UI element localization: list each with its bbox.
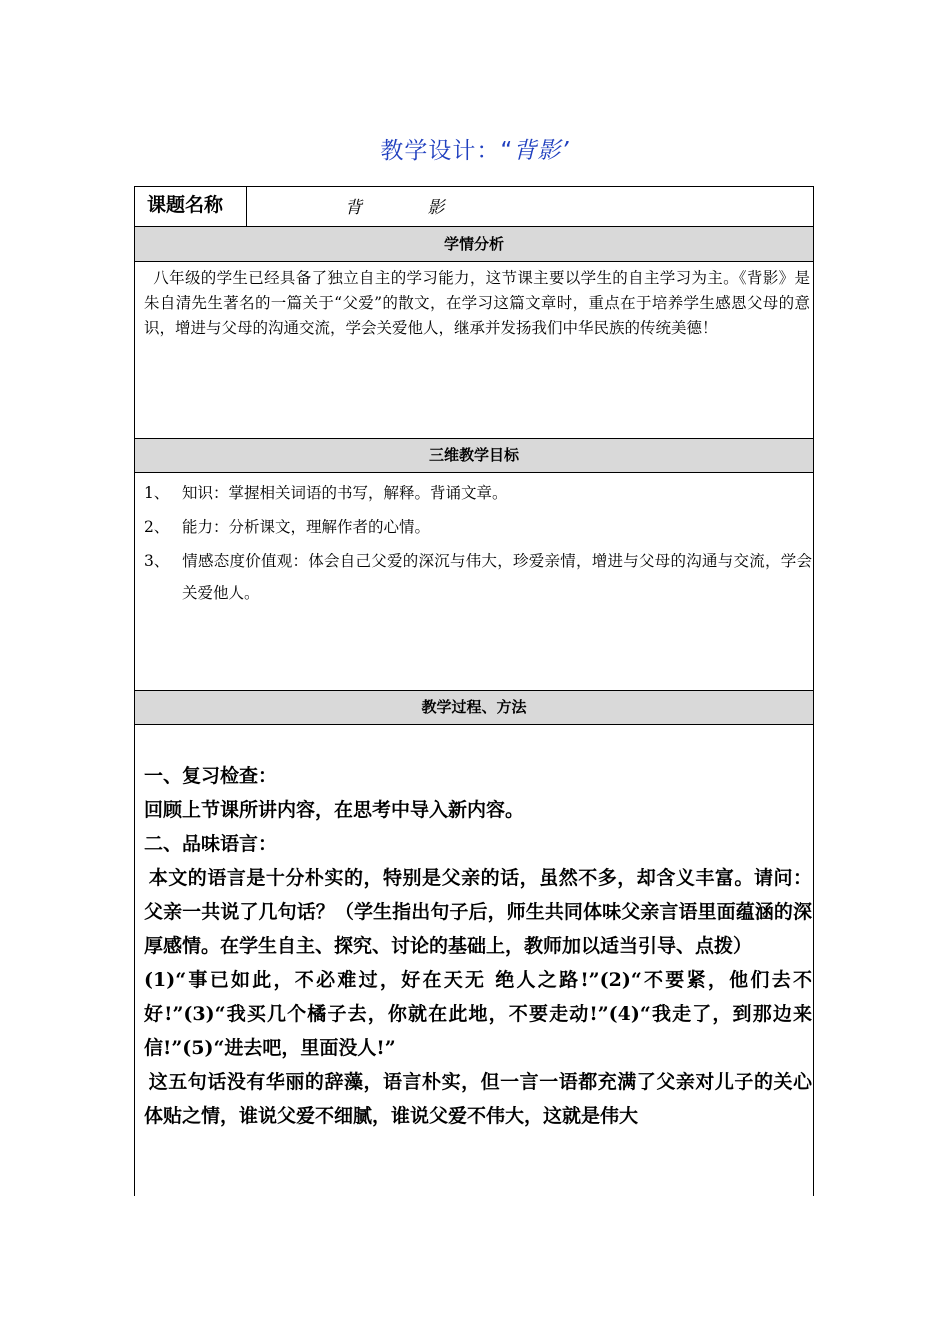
goal-text: 知识：掌握相关词语的书写，解释。背诵文章。 bbox=[182, 484, 508, 502]
goals-header: 三维教学目标 bbox=[135, 439, 813, 473]
process-paragraph: 回顾上节课所讲内容，在思考中导入新内容。 bbox=[144, 799, 525, 821]
analysis-text: 八年级的学生已经具备了独立自主的学习能力，这节课主要以学生的自主学习为主。《背影》是朱自清先生著名的一篇关于“父爱”的散文，在学习这篇文章时，重点在于培养学生感恩父母的意识，增进与父母的沟通交流，学会关爱他人，继承并发扬我们中华民族的传统美德！ bbox=[144, 269, 810, 337]
goal-number: 1、 bbox=[144, 484, 170, 502]
lesson-plan-table bbox=[134, 186, 814, 1196]
course-name-value: 背 影 bbox=[345, 198, 445, 218]
goal-item bbox=[144, 545, 812, 609]
goal-text: 情感态度价值观：体会自己父爱的深沉与伟大，珍爱亲情，增进与父母的沟通与交流，学会关爱他人。 bbox=[182, 552, 812, 602]
analysis-header: 学情分析 bbox=[135, 227, 813, 262]
title-prefix: 教学设计：“ bbox=[380, 138, 514, 164]
goal-text: 能力：分析课文，理解作者的心情。 bbox=[182, 518, 431, 536]
process-heading-language: 二、品味语言： bbox=[144, 833, 278, 855]
analysis-body bbox=[135, 262, 813, 439]
course-name-label: 课题名称 bbox=[135, 187, 247, 226]
goal-number: 2、 bbox=[144, 518, 170, 536]
process-content bbox=[144, 759, 812, 1133]
process-body bbox=[135, 725, 813, 1197]
process-header: 教学过程、方法 bbox=[135, 691, 813, 725]
process-paragraph: 这五句话没有华丽的辞藻，语言朴实，但一言一语都充满了父亲对儿子的关心体贴之情，谁说父爱不细腻，谁说父爱不伟大，这就是伟大 bbox=[144, 1071, 812, 1127]
goals-body bbox=[135, 473, 813, 691]
document-title bbox=[0, 132, 950, 165]
goal-number: 3、 bbox=[144, 552, 170, 570]
goal-item bbox=[144, 511, 812, 543]
title-quoted: 背影’ bbox=[513, 138, 570, 164]
process-paragraph: 本文的语言是十分朴实的，特别是父亲的话，虽然不多，却含义丰富。请问：父亲一共说了几句话？（学生指出句子后，师生共同体味父亲言语里面蕴涵的深厚感情。在学生自主、探究、讨论的基础上，教师加以适当引导、点拨） bbox=[144, 867, 812, 957]
goal-item bbox=[144, 477, 812, 509]
course-name-row bbox=[135, 187, 813, 227]
process-heading-review: 一、复习检查： bbox=[144, 765, 278, 787]
process-quotes: (1)“事已如此，不必难过，好在天无 绝人之路!”(2)“不要紧，他们去不好!”(3)“我买几个橘子去，你就在此地，不要走动!”(4)“我走了，到那边来信!”(5)“进去吧，里面没人!” bbox=[144, 969, 812, 1059]
goal-list bbox=[144, 477, 812, 611]
